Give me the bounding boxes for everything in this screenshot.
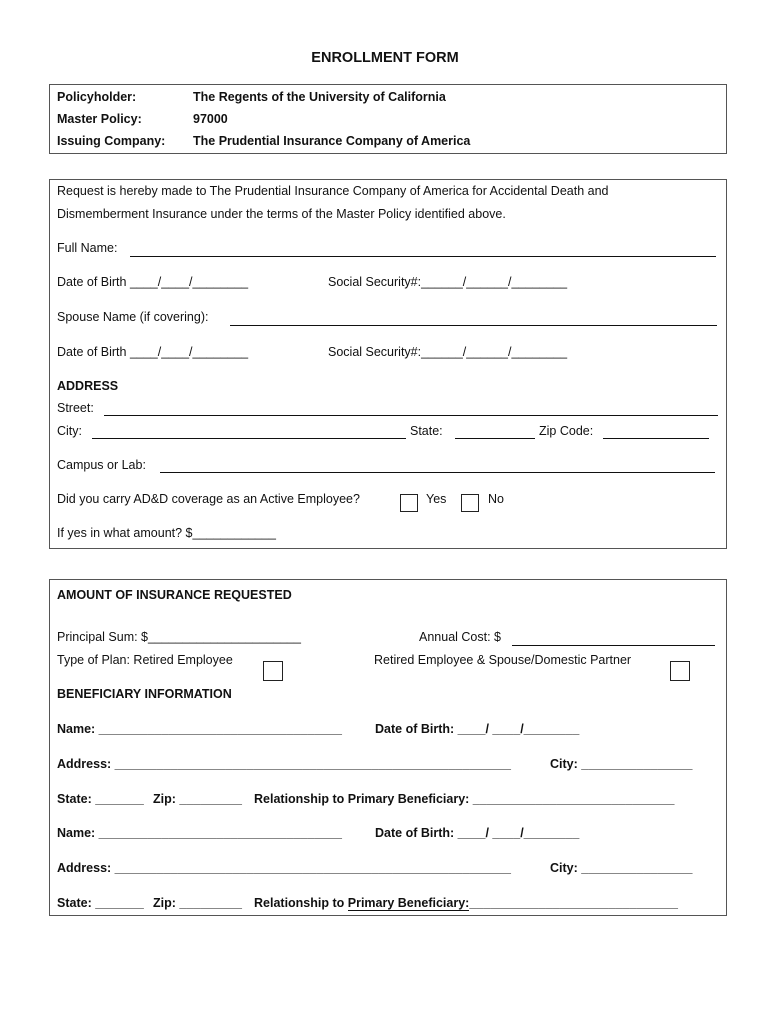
- insurance-heading: AMOUNT OF INSURANCE REQUESTED: [57, 588, 292, 602]
- beneficiary2-zip-field[interactable]: Zip: _________: [153, 896, 242, 910]
- beneficiary2-relationship-prefix: Relationship to: [254, 896, 348, 910]
- state-label: State:: [410, 424, 443, 438]
- address-heading: ADDRESS: [57, 379, 119, 393]
- beneficiary2-relationship-suffix: ______________________________: [469, 896, 678, 910]
- yes-checkbox[interactable]: [400, 494, 418, 512]
- campus-field[interactable]: [160, 472, 715, 473]
- zip-label: Zip Code:: [539, 424, 594, 438]
- city-field[interactable]: [92, 438, 406, 439]
- beneficiary2-relationship-field[interactable]: [254, 896, 678, 910]
- street-label: Street:: [57, 401, 94, 415]
- request-text-line2: Dismemberment Insurance under the terms of the Master Policy identified above.: [57, 207, 506, 221]
- dob-field[interactable]: Date of Birth ____/____/________: [57, 275, 249, 289]
- beneficiary2-dob-field[interactable]: Date of Birth: ____/ ____/________: [375, 826, 580, 840]
- beneficiary1-address-field[interactable]: Address: _________________________________________________________: [57, 757, 511, 771]
- beneficiary1-relationship-field[interactable]: Relationship to Primary Beneficiary: _____________________________: [254, 792, 675, 806]
- principal-sum-field[interactable]: Principal Sum: $______________________: [57, 630, 301, 644]
- master-policy-value: 97000: [193, 112, 228, 126]
- retired-spouse-checkbox[interactable]: [670, 661, 690, 681]
- spouse-name-field[interactable]: [230, 325, 717, 326]
- beneficiary1-state-field[interactable]: State: _______: [57, 792, 144, 806]
- amount-field[interactable]: If yes in what amount? $____________: [57, 526, 276, 540]
- request-text-line1: Request is hereby made to The Prudential Insurance Company of America for Accidental Death and: [57, 184, 609, 198]
- beneficiary1-zip-field[interactable]: Zip: _________: [153, 792, 242, 806]
- policy-info-box: [49, 84, 727, 154]
- beneficiary2-state-field[interactable]: State: _______: [57, 896, 144, 910]
- beneficiary1-name-field[interactable]: Name: ___________________________________: [57, 722, 342, 736]
- beneficiary1-dob-field[interactable]: Date of Birth: ____/ ____/________: [375, 722, 580, 736]
- city-label: City:: [57, 424, 82, 438]
- full-name-label: Full Name:: [57, 241, 118, 255]
- policyholder-value: The Regents of the University of California: [193, 90, 446, 104]
- issuing-company-value: The Prudential Insurance Company of America: [193, 134, 471, 148]
- policyholder-label: Policyholder:: [57, 90, 137, 104]
- beneficiary2-name-field[interactable]: Name: ___________________________________: [57, 826, 342, 840]
- plan-option-spouse-label: Retired Employee & Spouse/Domestic Partner: [374, 653, 632, 667]
- annual-cost-label: Annual Cost: $: [419, 630, 501, 644]
- beneficiary2-address-field[interactable]: Address: _________________________________________________________: [57, 861, 511, 875]
- request-box: [49, 179, 727, 549]
- no-label: No: [488, 492, 504, 506]
- zip-field[interactable]: [603, 438, 709, 439]
- annual-cost-field[interactable]: [512, 645, 715, 646]
- retired-employee-checkbox[interactable]: [263, 661, 283, 681]
- plan-type-label: Type of Plan: Retired Employee: [57, 653, 233, 667]
- beneficiary2-relationship-underlined: Primary Beneficiary:: [347, 896, 470, 910]
- spouse-name-label: Spouse Name (if covering):: [57, 310, 209, 324]
- yes-label: Yes: [426, 492, 447, 506]
- form-title: ENROLLMENT FORM: [311, 50, 459, 66]
- spouse-ssn-field[interactable]: Social Security#:______/______/________: [328, 345, 568, 359]
- issuing-company-label: Issuing Company:: [57, 134, 166, 148]
- insurance-box: [49, 579, 727, 916]
- no-checkbox[interactable]: [461, 494, 479, 512]
- street-field[interactable]: [104, 415, 718, 416]
- beneficiary2-city-field[interactable]: City: ________________: [550, 861, 693, 875]
- state-field[interactable]: [455, 438, 535, 439]
- beneficiary1-city-field[interactable]: City: ________________: [550, 757, 693, 771]
- campus-label: Campus or Lab:: [57, 458, 146, 472]
- beneficiary-heading: BENEFICIARY INFORMATION: [57, 687, 232, 701]
- master-policy-label: Master Policy:: [57, 112, 142, 126]
- add-coverage-question: Did you carry AD&D coverage as an Active Employee?: [57, 492, 360, 506]
- spouse-dob-field[interactable]: Date of Birth ____/____/________: [57, 345, 249, 359]
- ssn-field[interactable]: Social Security#:______/______/________: [328, 275, 568, 289]
- full-name-field[interactable]: [130, 256, 716, 257]
